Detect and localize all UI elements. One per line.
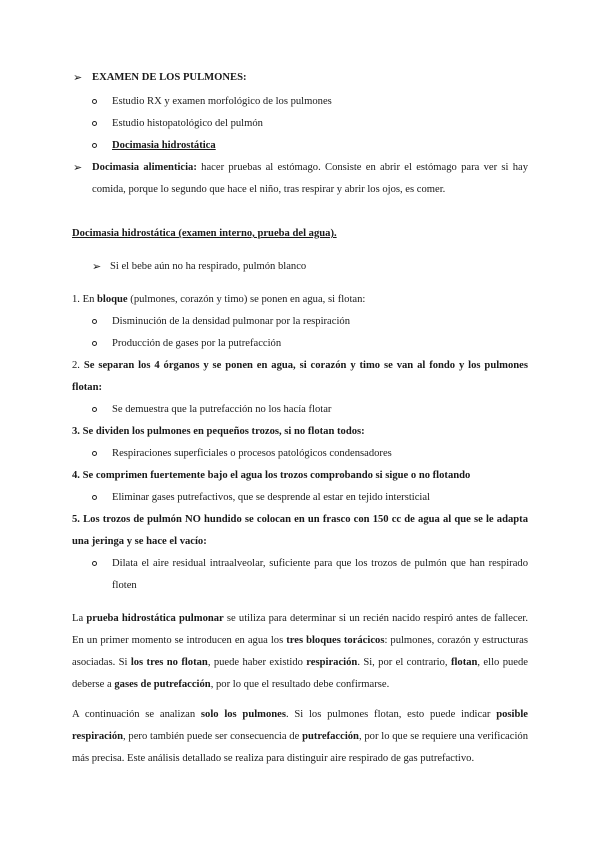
list-item: Respiraciones superficiales o procesos patológicos condensadores <box>112 448 392 459</box>
list-item: Estudio RX y examen morfológico de los pulmones <box>112 96 332 107</box>
section-title: Docimasia hidrostática (examen interno, prueba del agua). <box>72 228 337 239</box>
circle-bullet-icon <box>92 319 97 324</box>
circle-bullet-icon <box>92 143 97 148</box>
list-item: Producción de gases por la putrefacción <box>112 338 282 349</box>
paragraph-prueba-hidrostatica: La prueba hidrostática pulmonar se utiliza para determinar si un recién nacido respiró antes de fallecer. En un primer momento se introducen en agua los tres bloques torácicos: pulmones, corazón y estructuras asociadas. Si los tres no flotan, puede haber existido respiración. Si, por el contrario, flotan, ello puede deberse a gases de putrefacción, por lo que el resultado debe confirmarse. <box>72 613 528 690</box>
circle-bullet-icon <box>92 451 97 456</box>
alimenticia-line: Docimasia alimenticia: hacer pruebas al estómago. Consiste en abrir el estómago para ver si hay <box>92 162 528 173</box>
paragraph-analisis-pulmones: A continuación se analizan solo los pulmones. Si los pulmones flotan, esto puede indicar posible respiración, pero también puede ser consecuencia de putrefacción, por lo que se requiere una verificación más precisa. Este análisis detallado se realiza para distinguir aire respirado de gas putrefactivo. <box>72 709 528 764</box>
list-item: Estudio histopatológico del pulmón <box>112 118 263 129</box>
arrow-bullet-icon: ➢ <box>73 161 83 174</box>
exam-heading: EXAMEN DE LOS PULMONES: <box>92 72 247 83</box>
circle-bullet-icon <box>92 341 97 346</box>
arrow-item: Si el bebe aún no ha respirado, pulmón blanco <box>110 261 307 272</box>
step-4: 4. Se comprimen fuertemente bajo el agua los trozos comprobando si sigue o no flotando <box>72 470 471 481</box>
list-item: Docimasia hidrostática <box>112 140 216 151</box>
alimenticia-continuation: comida, porque lo segundo que hace el niño, tras respirar y abrir los ojos, es comer. <box>92 184 446 195</box>
circle-bullet-icon <box>92 121 97 126</box>
step-3: 3. Se dividen los pulmones en pequeños trozos, si no flotan todos: <box>72 426 365 437</box>
circle-bullet-icon <box>92 495 97 500</box>
circle-bullet-icon <box>92 99 97 104</box>
list-item-continuation: floten <box>112 580 137 591</box>
step-5: 5. Los trozos de pulmón NO hundido se colocan en un frasco con 150 cc de agua al que se le adapta <box>72 514 528 525</box>
step-1: 1. En bloque (pulmones, corazón y timo) se ponen en agua, si flotan: <box>72 294 366 305</box>
list-item: Dilata el aire residual intraalveolar, suficiente para que los trozos de pulmón que han respirado <box>112 558 528 569</box>
list-item: Se demuestra que la putrefacción no los hacía flotar <box>112 404 332 415</box>
list-item: Disminución de la densidad pulmonar por la respiración <box>112 316 351 327</box>
arrow-bullet-icon: ➢ <box>92 260 102 273</box>
step-5-continuation: una jeringa y se hace el vacío: <box>72 536 207 547</box>
circle-bullet-icon <box>92 561 97 566</box>
step-2-continuation: flotan: <box>72 382 103 393</box>
arrow-bullet-icon: ➢ <box>73 71 83 84</box>
circle-bullet-icon <box>92 407 97 412</box>
list-item: Eliminar gases putrefactivos, que se desprende al estar en tejido intersticial <box>112 492 430 503</box>
step-2: 2. Se separan los 4 órganos y se ponen en agua, si corazón y timo se van al fondo y los pulmones <box>72 360 528 371</box>
